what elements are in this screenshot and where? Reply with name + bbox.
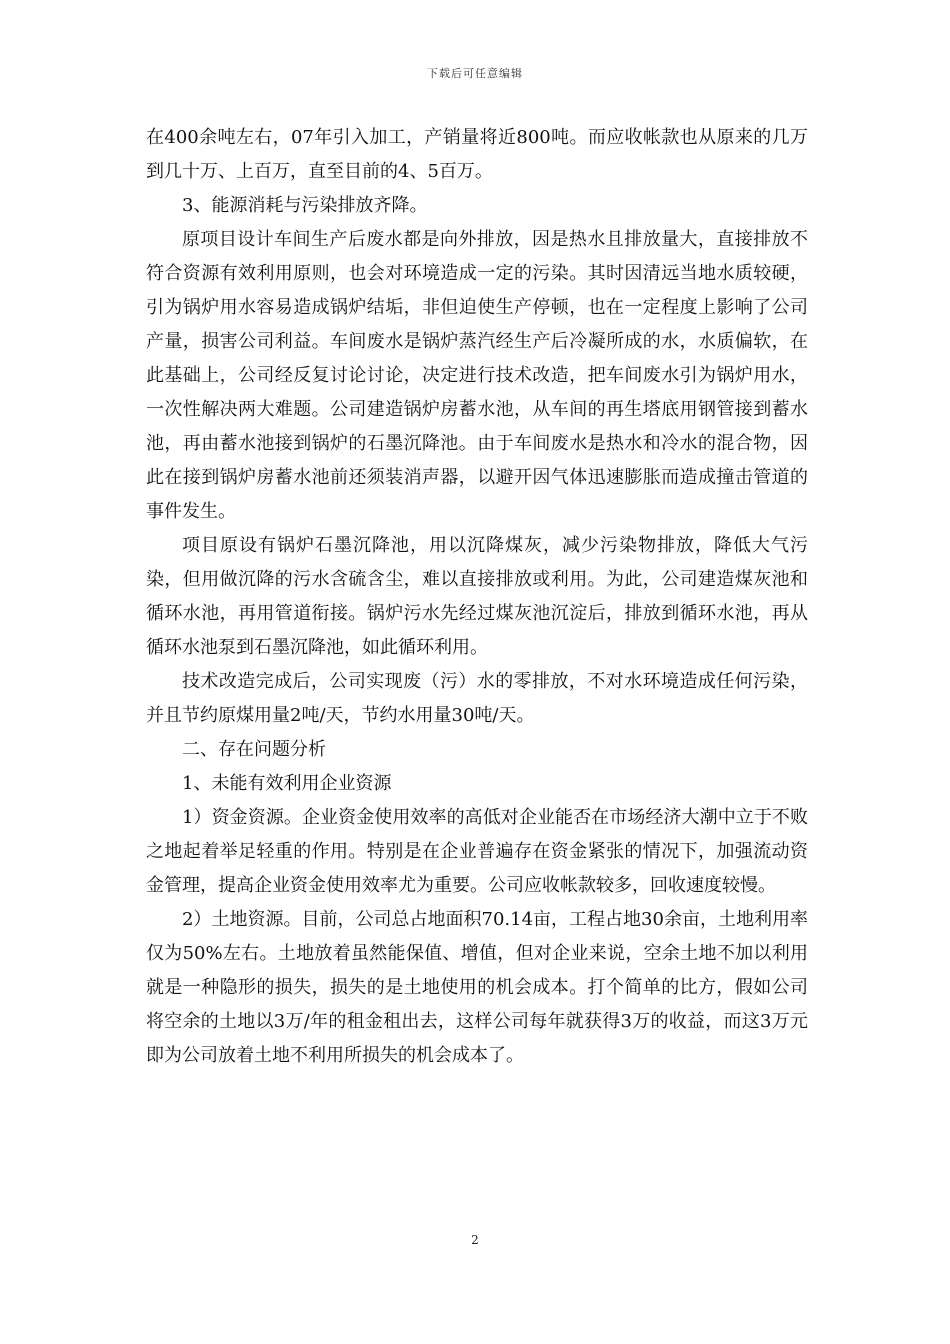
page-number: 2 bbox=[471, 1233, 479, 1247]
document-body bbox=[146, 121, 808, 1073]
page-header: 下载后可任意编辑 bbox=[427, 67, 523, 80]
paragraph-zero-discharge: 技术改造完成后，公司实现废（污）水的零排放，不对水环境造成任何污染，并且节约原煤用量2吨/天，节约水用量30吨/天。 bbox=[146, 671, 808, 726]
paragraph-heading-energy: 3、能源消耗与污染排放齐降。 bbox=[182, 195, 428, 216]
paragraph-graphite-sedimentation: 项目原设有锅炉石墨沉降池，用以沉降煤灰，减少污染物排放，降低大气污染，但用做沉降的污水含硫含尘，难以直接排放或利用。为此，公司建造煤灰池和循环水池，再用管道衔接。锅炉污水先经过煤灰池沉淀后，排放到循环水池，再从循环水池泵到石墨沉降池，如此循环利用。 bbox=[146, 535, 808, 658]
paragraph-land-resources: 2）土地资源。目前，公司总占地面积70.14亩，工程占地30余亩，土地利用率仅为50%左右。土地放着虽然能保值、增值，但对企业来说，空余土地不加以利用就是一种隐形的损失，损失的是土地使用的机会成本。打个简单的比方，假如公司将空余的土地以3万/年的租金租出去，这样公司每年就获得3万的收益，而这3万元即为公司放着土地不利用所损失的机会成本了。 bbox=[146, 909, 808, 1066]
paragraph-sales-receivables: 在400余吨左右，07年引入加工，产销量将近800吨。而应收帐款也从原来的几万到几十万、上百万，直至目前的4、5百万。 bbox=[146, 127, 808, 182]
subheading-resources: 1、未能有效利用企业资源 bbox=[182, 773, 392, 794]
paragraph-wastewater-reuse: 原项目设计车间生产后废水都是向外排放，因是热水且排放量大，直接排放不符合资源有效利用原则，也会对环境造成一定的污染。其时因清远当地水质较硬，引为锅炉用水容易造成锅炉结垢，非但迫使生产停顿，也在一定程度上影响了公司产量，损害公司利益。车间废水是锅炉蒸汽经生产后冷凝所成的水，水质偏软，在此基础上，公司经反复讨论讨论，决定进行技术改造，把车间废水引为锅炉用水，一次性解决两大难题。公司建造锅炉房蓄水池，从车间的再生塔底用钢管接到蓄水池，再由蓄水池接到锅炉的石墨沉降池。由于车间废水是热水和冷水的混合物，因此在接到锅炉房蓄水池前还须装消声器，以避开因气体迅速膨胀而造成撞击管道的事件发生。 bbox=[146, 229, 808, 522]
paragraph-capital-resources: 1）资金资源。企业资金使用效率的高低对企业能否在市场经济大潮中立于不败之地起着举足轻重的作用。特别是在企业普遍存在资金紧张的情况下，加强流动资金管理，提高企业资金使用效率尤为重要。公司应收帐款较多，回收速度较慢。 bbox=[146, 807, 808, 896]
section-heading-problems: 二、存在问题分析 bbox=[182, 739, 326, 760]
